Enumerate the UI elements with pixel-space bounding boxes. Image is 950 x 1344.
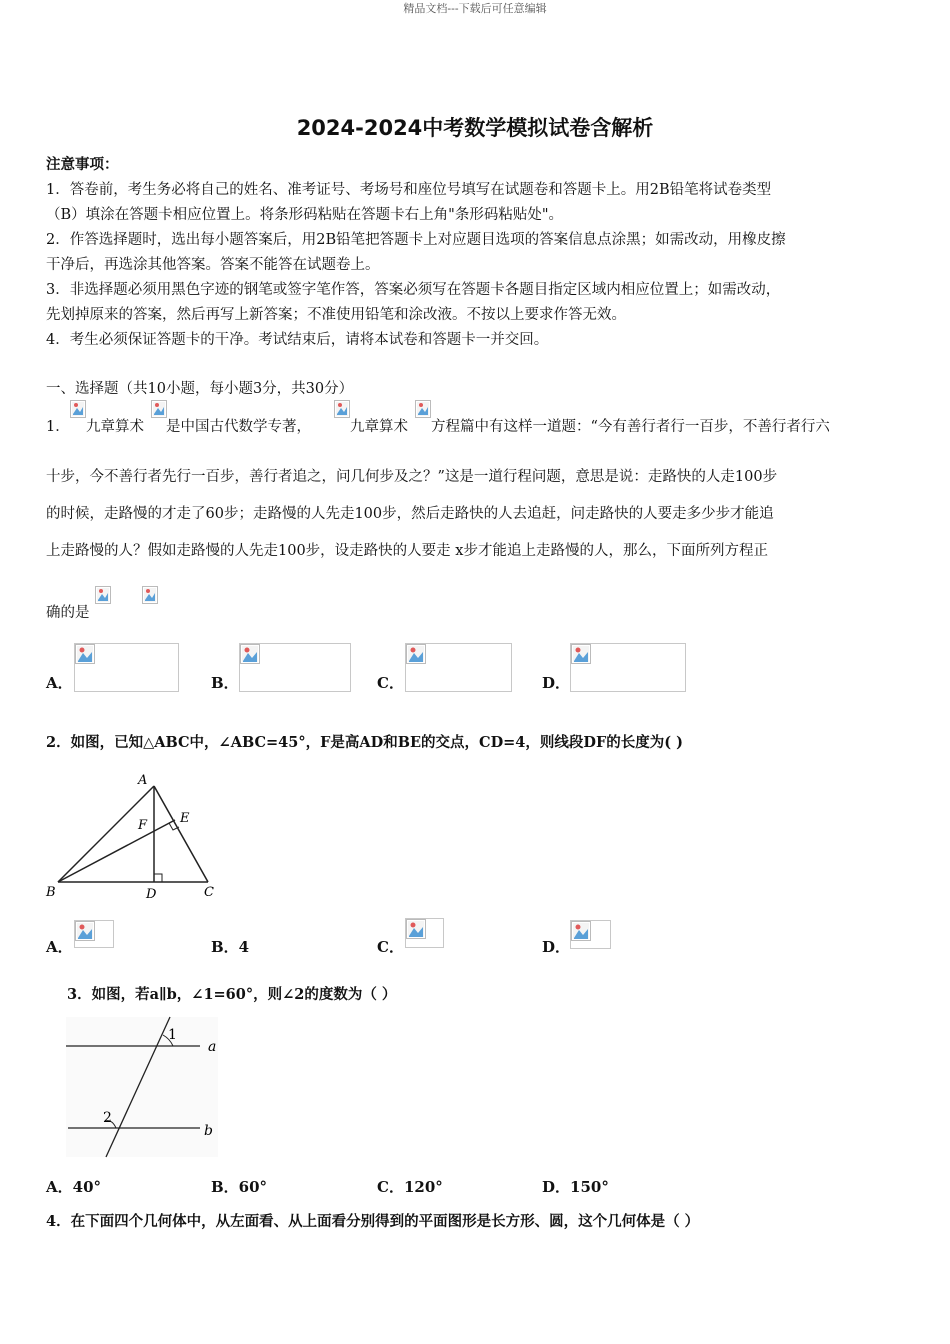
notice-line: 4．考生必须保证答题卡的干净。考试结束后，请将本试卷和答题卡一并交回。 — [46, 332, 549, 348]
broken-image-icon — [75, 921, 95, 941]
broken-image-icon — [406, 919, 426, 939]
q2-option-d[interactable]: D． — [542, 938, 571, 956]
page-header: 精品文档---下载后可任意编辑 — [403, 2, 547, 15]
q1-text: 确的是 — [46, 605, 90, 621]
q1-text: 方程篇中有这样一道题：“今有善行者行一百步，不善行者行六 — [431, 419, 830, 435]
document-title: 2024-2024中考数学模拟试卷含解析 — [296, 116, 654, 140]
q1-number: 1． — [46, 419, 70, 435]
label-c: C — [204, 885, 214, 900]
angle-2-label: 2 — [103, 1110, 112, 1126]
q3-option-d[interactable]: D．150° — [542, 1178, 609, 1196]
label-b: B — [46, 885, 56, 900]
q3-option-b[interactable]: B．60° — [211, 1178, 268, 1196]
notice-line: 1．答卷前，考生务必将自己的姓名、准考证号、考场号和座位号填写在试题卷和答题卡上。用2B铅笔将试卷类型 — [46, 182, 772, 198]
notice-line: 干净后，再选涂其他答案。答案不能答在试题卷上。 — [46, 257, 380, 273]
notice-line: （B）填涂在答题卡相应位置上。将条形码粘贴在答题卡右上角"条形码粘贴处"。 — [46, 207, 563, 223]
section-heading: 一、选择题（共10小题，每小题3分，共30分） — [46, 381, 354, 397]
label-d: D — [146, 887, 157, 902]
notice-line: 3．非选择题必须用黑色字迹的钢笔或签字笔作答，答案必须写在答题卡各题目指定区域内相应位置上；如需改动， — [46, 282, 781, 298]
parallel-lines-diagram — [60, 1015, 225, 1160]
q3-option-c[interactable]: C．120° — [377, 1178, 443, 1196]
broken-image-icon — [334, 400, 350, 418]
label-a: A — [138, 773, 148, 788]
notice-line: 2．作答选择题时，选出每小题答案后，用2B铅笔把答题卡上对应题目选项的答案信息点涂黑；如需改动，用橡皮擦 — [46, 232, 786, 248]
q4-text: 4．在下面四个几何体中，从左面看、从上面看分别得到的平面图形是长方形、圆，这个几何体是（ ） — [46, 1213, 700, 1230]
q1-option-b[interactable]: B． — [211, 674, 239, 692]
q3-text: 3．如图，若a∥b，∠1=60°，则∠2的度数为（ ） — [67, 986, 397, 1003]
q1-option-c[interactable]: C． — [377, 674, 404, 692]
broken-image-icon — [75, 644, 95, 664]
angle-1-label: 1 — [168, 1027, 177, 1043]
q1-text: 上走路慢的人？假如走路慢的人先走100步，设走路快的人要走 x步才能追上走路慢的人，那么，下面所列方程正 — [46, 543, 768, 559]
notice-line: 先划掉原来的答案，然后再写上新答案；不准使用铅笔和涂改液。不按以上要求作答无效。 — [46, 307, 626, 323]
broken-image-icon — [415, 400, 431, 418]
q2-text: 2．如图，已知△ABC中，∠ABC=45°，F是高AD和BE的交点，CD=4，则线段DF的长度为( ) — [46, 734, 684, 751]
broken-image-icon — [571, 644, 591, 664]
q1-text: 十步，今不善行者先行一百步，善行者追之，问几何步及之？”这是一道行程问题，意思是说：走路快的人走100步 — [46, 469, 778, 485]
q1-text: 是中国古代数学专著， — [166, 419, 311, 435]
q3-option-a[interactable]: A．40° — [46, 1178, 102, 1196]
notice-heading: 注意事项： — [46, 156, 119, 173]
broken-image-icon — [571, 921, 591, 941]
broken-image-icon — [240, 644, 260, 664]
broken-image-icon — [151, 400, 167, 418]
broken-image-icon — [406, 644, 426, 664]
q2-option-a[interactable]: A． — [46, 938, 73, 956]
q1-option-d[interactable]: D． — [542, 674, 571, 692]
line-b-label: b — [204, 1123, 213, 1139]
label-e: E — [180, 811, 190, 826]
q1-text: 的时候，走路慢的才走了60步；走路慢的人先走100步，然后走路快的人去追赶，问走路快的人要走多少步才能追 — [46, 506, 774, 522]
q2-option-b[interactable]: B．4 — [211, 938, 250, 956]
broken-image-icon — [142, 586, 158, 604]
q1-option-a[interactable]: A． — [46, 674, 73, 692]
triangle-diagram — [40, 768, 230, 903]
q1-book-title-1: 九章算术 — [86, 419, 144, 435]
q1-book-title-2: 九章算术 — [350, 419, 408, 435]
q2-option-c[interactable]: C． — [377, 938, 404, 956]
broken-image-icon — [70, 400, 86, 418]
broken-image-icon — [95, 586, 111, 604]
line-a-label: a — [208, 1039, 217, 1055]
label-f: F — [138, 818, 148, 833]
